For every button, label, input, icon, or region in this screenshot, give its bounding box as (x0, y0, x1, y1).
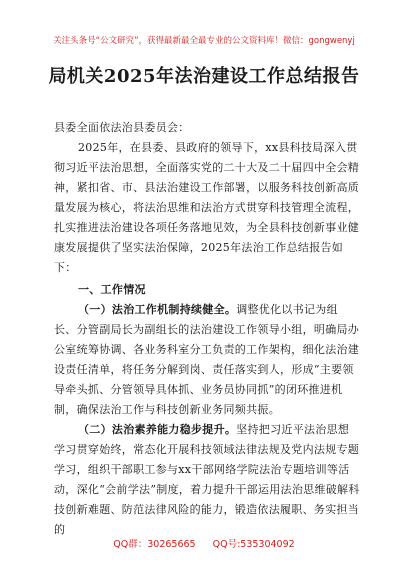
item-1-text: 调整优化以书记为组长、分管副局长为副组长的法治建设工作领导小组，明确局办公室统筹协调、各业务科室分工负责的工作架构，细化法治建设责任清单，将任务分解到岗、责任落实到人，形成“主要领导牵头抓、分管领导具体抓、业务员协同抓”的闭环推进机制，确保法治工作与科技创新业务同频共振。 (54, 303, 360, 416)
salutation: 县委全面依法治县委员会： (54, 121, 190, 134)
item-2-paragraph (54, 420, 360, 540)
item-1-heading: （一）法治工作机制持续健全。 (78, 303, 237, 316)
document-title: 局机关2025年法治建设工作总结报告 (48, 66, 360, 87)
item-2-heading: （二）法治素养能力稳步提升。 (78, 423, 237, 436)
header-notice: 关注头条号“公文研究”，获得最新最全最专业的公文资料库！微信：gongwenyj (53, 36, 355, 46)
section-heading: 一、工作情况 (78, 283, 146, 296)
item-1-paragraph (54, 300, 360, 420)
footer-qq-number: QQ号:535304092 (212, 539, 295, 550)
footer-qq-group: QQ群：30265665 (113, 539, 196, 550)
footer-contact (0, 536, 408, 550)
intro-paragraph: 2025年，在县委、县政府的领导下，xx县科技局深入贯彻习近平法治思想，全面落实党的二十大及二十届四中全会精神，紧扣省、市、县法治建设工作部署，以服务科技创新高质量发展为核心，将法治思维和法治方式贯穿科技管理全流程，扎实推进法治建设各项任务落地见效，为全县科技创新事业健康发展提供了坚实法治保障，2025年法治工作总结报告如下： (54, 141, 360, 274)
item-2-text: 坚持把习近平法治思想学习贯穿始终，常态化开展科技领域法律法规及党内法规专题学习，组织干部职工参与xx干部网络学院法治专题培训等活动，深化“会前学法”制度，着力提升干部运用法治思维破解科技创新难题、防范法律风险的能力，锻造依法履职、务实担当的 (54, 423, 360, 536)
document-body (54, 118, 360, 540)
